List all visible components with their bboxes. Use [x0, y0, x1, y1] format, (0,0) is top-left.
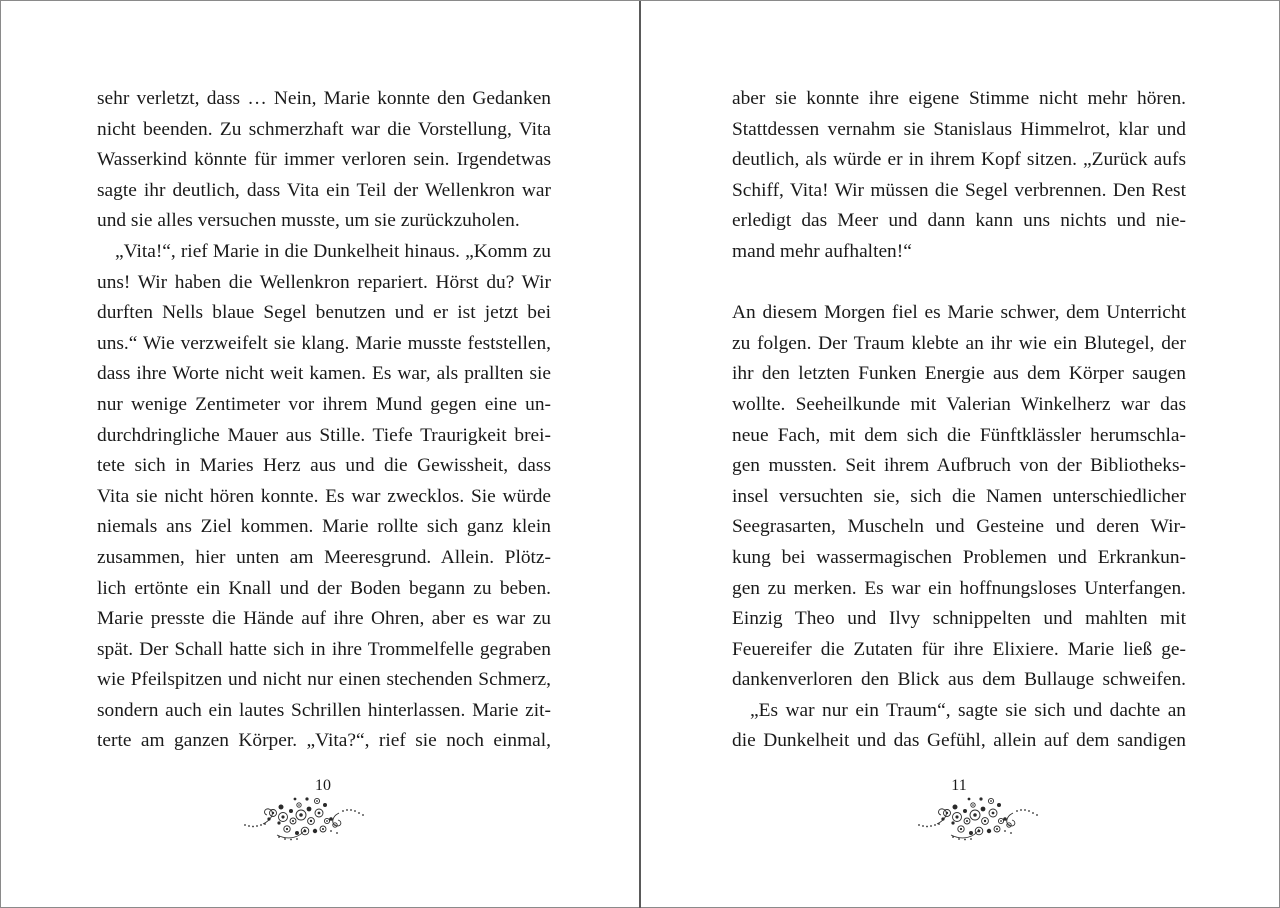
text-line: neue Fach, mit dem sich die Fünftklässler herumschla- [732, 424, 1186, 446]
left-page [1, 1, 639, 908]
text-line: sehr verletzt, dass … Nein, Marie konnte den Gedanken [97, 88, 551, 109]
text-line: Schiff, Vita! Wir müssen die Segel verbrennen. Den Rest [732, 179, 1186, 201]
text-line: lich ertönte ein Knall und der Boden begann zu beben. [97, 577, 551, 599]
text-line: wie Pfeilspitzen und nicht nur einen stechenden Schmerz, [97, 669, 551, 691]
text-line: aber sie konnte ihre eigene Stimme nicht mehr hören. [732, 88, 1186, 109]
text-line: die Dunkelheit und das Gefühl, allein auf dem sandigen [732, 730, 1186, 752]
text-line: zu folgen. Der Traum klebte an ihr wie ein Blutegel, der [732, 332, 1186, 354]
right-page-text [732, 84, 1186, 757]
text-line: ihr den letzten Funken Energie aus dem Körper saugen [732, 363, 1186, 385]
left-page-text [97, 84, 551, 757]
text-line: insel versuchten sie, sich die Namen unterschiedlicher [732, 485, 1186, 507]
page-number-left: 10 [315, 777, 331, 794]
right-page [641, 1, 1280, 908]
text-line: uns! Wir haben die Wellenkron repariert. Hörst du? Wir [97, 271, 551, 293]
text-line: terte am ganzen Körper. „Vita?“, rief sie noch einmal, [97, 730, 551, 752]
text-line: Vita sie nicht hören konnte. Es war zwecklos. Sie würde [97, 485, 551, 507]
text-line: Seegrasarten, Muscheln und Gesteine und deren Wir- [732, 516, 1186, 538]
text-line: nur wenige Zentimeter vor ihrem Mund gegen eine un- [97, 393, 551, 415]
text-line: erledigt das Meer und dann kann uns nichts und nie- [732, 210, 1186, 232]
text-line: wollte. Seeheilkunde mit Valerian Winkelherz war das [732, 393, 1186, 415]
text-line: „Es war nur ein Traum“, sagte sie sich und dachte an [750, 699, 1186, 721]
text-line: mand mehr aufhalten!“ [732, 240, 912, 262]
page-number-right: 11 [951, 777, 967, 794]
text-line: zusammen, hier unten am Meeresgrund. Allein. Plötz- [97, 546, 551, 568]
text-line: und sie alles versuchen musste, um sie zurückzuholen. [97, 210, 520, 232]
text-line: dass ihre Worte nicht weit kamen. Es war, als prallten sie [97, 363, 551, 385]
text-line: sagte ihr deutlich, dass Vita ein Teil der Wellenkron war [97, 179, 551, 201]
text-line: Wasserkind könnte für immer verloren sein. Irgendetwas [97, 149, 551, 171]
text-line: sondern auch ein lautes Schrillen hinterlassen. Marie zit- [97, 699, 551, 721]
text-line [732, 268, 1186, 299]
ornament-right-icon [913, 791, 1041, 843]
text-line: tete sich in Maries Herz aus und die Gewissheit, dass [97, 455, 551, 477]
text-line: Feuereifer die Zutaten für ihre Elixiere. Marie ließ ge- [732, 638, 1186, 660]
text-line: dankenverloren den Blick aus dem Bullauge schweifen. [732, 669, 1186, 691]
text-line: durften Nells blaue Segel benutzen und er ist jetzt bei [97, 302, 551, 324]
text-line: An diesem Morgen fiel es Marie schwer, dem Unterricht [732, 302, 1186, 324]
text-line: kung bei wassermagischen Problemen und Erkrankun- [732, 546, 1186, 568]
text-line: Einzig Theo und Ilvy schnippelten und mahlten mit [732, 608, 1186, 630]
text-line: nicht beenden. Zu schmerzhaft war die Vorstellung, Vita [97, 118, 551, 140]
text-line: deutlich, als würde er in ihrem Kopf sitzen. „Zurück aufs [732, 149, 1186, 171]
text-line: „Vita!“, rief Marie in die Dunkelheit hinaus. „Komm zu [115, 240, 551, 262]
text-line: durchdringliche Mauer aus Stille. Tiefe Traurigkeit brei- [97, 424, 551, 446]
text-line: uns.“ Wie verzweifelt sie klang. Marie musste feststellen, [97, 332, 551, 354]
text-line: gen mussten. Seit ihrem Aufbruch von der Bibliotheks- [732, 455, 1186, 477]
text-line: Stattdessen vernahm sie Stanislaus Himmelrot, klar und [732, 118, 1186, 140]
ornament-left-icon [239, 791, 367, 843]
text-line: Marie presste die Hände auf ihre Ohren, aber es war zu [97, 608, 551, 630]
text-line: gen zu merken. Es war ein hoffnungsloses Unterfangen. [732, 577, 1186, 599]
text-line: niemals ans Ziel kommen. Marie rollte sich ganz klein [97, 516, 551, 538]
text-line: spät. Der Schall hatte sich in ihre Trommelfelle gegraben [97, 638, 551, 660]
